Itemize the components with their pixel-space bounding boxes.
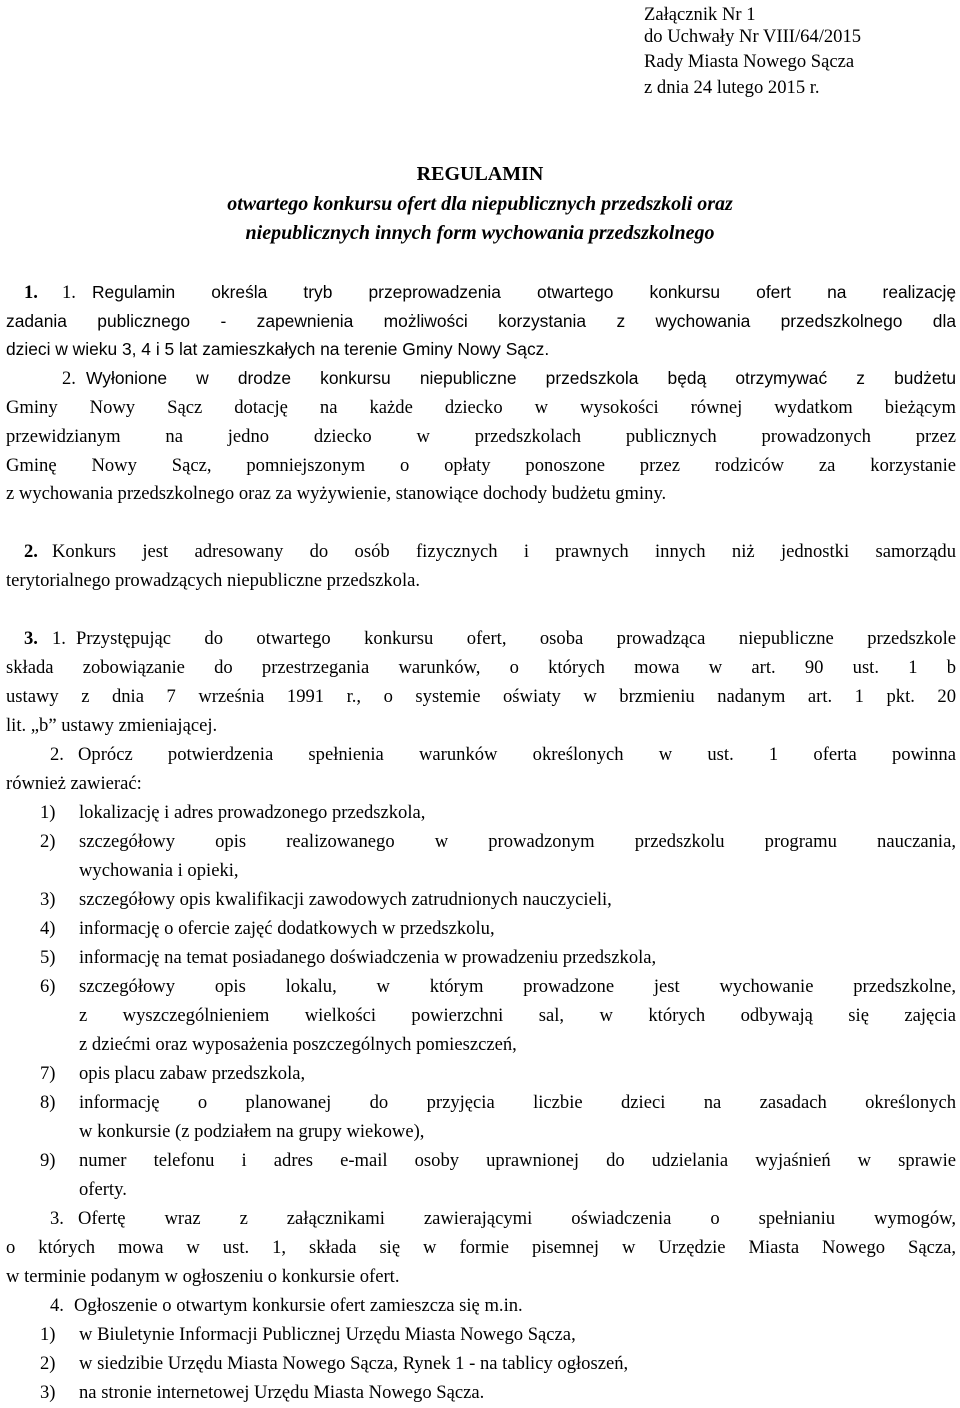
header-date: z dnia 24 lutego 2015 r. [644, 77, 820, 98]
list-item: numer telefonu i adres e-mail osoby uprawnionej do udzielania wyjaśnień w sprawie [79, 1150, 956, 1171]
s1-p1-marker: 1. [62, 282, 76, 303]
list-item: informację o planowanej do przyjęcia liczbie dzieci na zasadach określonych [79, 1092, 956, 1113]
list-item-number: 2) [40, 1353, 56, 1374]
list-item: szczegółowy opis lokalu, w którym prowadzone jest wychowanie przedszkolne, [79, 976, 956, 997]
list-item-number: 1) [40, 1324, 56, 1345]
s1-p2-line-2: Gminy Nowy Sącz dotację na każde dziecko w wysokości równej wydatkom bieżącym [6, 397, 956, 418]
list-item: informację na temat posiadanego doświadczenia w prowadzeniu przedszkola, [79, 947, 657, 968]
s1-p1-line-3: dzieci w wieku 3, 4 i 5 lat zamieszkałych na terenie Gminy Nowy Sącz. [6, 339, 550, 359]
list-item: w Biuletynie Informacji Publicznej Urzędu Miasta Nowego Sącza, [79, 1324, 576, 1345]
list-item-continued: oferty. [79, 1179, 127, 1200]
s3-p2-line-2: również zawierać: [6, 773, 142, 794]
s3-p4-line-1: Ogłoszenie o otwartym konkursie ofert zamieszcza się m.in. [74, 1295, 523, 1316]
s3-p2-marker: 2. [50, 744, 64, 765]
list-item-continued: z wyszczególnieniem wielkości powierzchni sal, w których odbywają się zajęcia [79, 1005, 956, 1026]
s3-p2-line-1: Oprócz potwierdzenia spełnienia warunków określonych w ust. 1 oferta powinna [78, 744, 956, 765]
list-item-number: 6) [40, 976, 56, 997]
s3-p4-marker: 4. [50, 1295, 64, 1316]
list-item-number: 5) [40, 947, 56, 968]
s1-p2-line-4: Gminę Nowy Sącz, pomniejszonym o opłaty ponoszone przez rodziców za korzystanie [6, 455, 956, 476]
list-item-number: 1) [40, 802, 56, 823]
list-item-number: 9) [40, 1150, 56, 1171]
s3-p1-line-4: lit. „b” ustawy zmieniającej. [6, 715, 218, 736]
list-item-number: 7) [40, 1063, 56, 1084]
s3-p3-line-2: o których mowa w ust. 1, składa się w formie pisemnej w Urzędzie Miasta Nowego Sącza, [6, 1237, 956, 1258]
s2-line-1: Konkurs jest adresowany do osób fizycznych i prawnych innych niż jednostki samorządu [52, 541, 956, 562]
list-item-number: 3) [40, 1382, 56, 1403]
s3-p1-marker: 1. [52, 628, 66, 649]
list-item-continued: z dziećmi oraz wyposażenia poszczególnych pomieszczeń, [79, 1034, 517, 1055]
list-item-continued: w konkursie (z podziałem na grupy wiekowe), [79, 1121, 425, 1142]
section-3-marker: 3. [24, 628, 38, 649]
list-item-number: 3) [40, 889, 56, 910]
s1-p1-line-2: zadania publicznego - zapewnienia możliwości korzystania z wychowania przedszkolnego dla [6, 311, 956, 331]
list-item: w siedzibie Urzędu Miasta Nowego Sącza, Rynek 1 - na tablicy ogłoszeń, [79, 1353, 629, 1374]
s3-p1-line-3: ustawy z dnia 7 września 1991 r., o systemie oświaty w brzmieniu nadanym art. 1 pkt. 20 [6, 686, 956, 707]
list-item-number: 2) [40, 831, 56, 852]
s3-p3-line-3: w terminie podanym w ogłoszeniu o konkursie ofert. [6, 1266, 400, 1287]
list-item: lokalizację i adres prowadzonego przedszkola, [79, 802, 426, 823]
section-1-marker: 1. [24, 282, 38, 303]
s3-p1-line-1: Przystępując do otwartego konkursu ofert, osoba prowadząca niepubliczne przedszkole [76, 628, 956, 649]
document-subtitle-1: otwartego konkursu ofert dla niepublicznych przedszkoli oraz [227, 193, 733, 215]
section-2-marker: 2. [24, 541, 38, 562]
header-attachment: Załącznik Nr 1 [644, 4, 756, 25]
header-council: Rady Miasta Nowego Sącza [644, 51, 855, 72]
document-subtitle-2: niepublicznych innych form wychowania przedszkolnego [245, 222, 715, 244]
list-item-number: 4) [40, 918, 56, 939]
s3-p3-marker: 3. [50, 1208, 64, 1229]
s1-p2-line-3: przewidzianym na jedno dziecko w przedszkolach publicznych prowadzonych przez [6, 426, 956, 447]
s2-line-2: terytorialnego prowadzących niepubliczne przedszkola. [6, 570, 421, 591]
document-title: REGULAMIN [416, 163, 544, 185]
s3-p1-line-2: składa zobowiązanie do przestrzegania warunków, o których mowa w art. 90 ust. 1 b [6, 657, 956, 678]
list-item: informację o ofercie zajęć dodatkowych w przedszkolu, [79, 918, 495, 939]
header-resolution: do Uchwały Nr VIII/64/2015 [644, 26, 862, 47]
list-item: szczegółowy opis kwalifikacji zawodowych zatrudnionych nauczycieli, [79, 889, 612, 910]
list-item: szczegółowy opis realizowanego w prowadzonym przedszkolu programu nauczania, [79, 831, 956, 852]
s3-p3-line-1: Ofertę wraz z załącznikami zawierającymi oświadczenia o spełnianiu wymogów, [78, 1208, 956, 1229]
s1-p2-line-1: Wyłonione w drodze konkursu niepubliczne przedszkola będą otrzymywać z budżetu [86, 368, 956, 388]
s1-p2-marker: 2. [62, 368, 76, 389]
s1-p1-line-1: Regulamin określa tryb przeprowadzenia otwartego konkursu ofert na realizację [92, 282, 956, 302]
s1-p2-line-5: z wychowania przedszkolnego oraz za wyżywienie, stanowiące dochody budżetu gminy. [6, 483, 667, 504]
list-item-continued: wychowania i opieki, [79, 860, 239, 881]
list-item: na stronie internetowej Urzędu Miasta Nowego Sącza. [79, 1382, 485, 1403]
list-item: opis placu zabaw przedszkola, [79, 1063, 306, 1084]
list-item-number: 8) [40, 1092, 56, 1113]
